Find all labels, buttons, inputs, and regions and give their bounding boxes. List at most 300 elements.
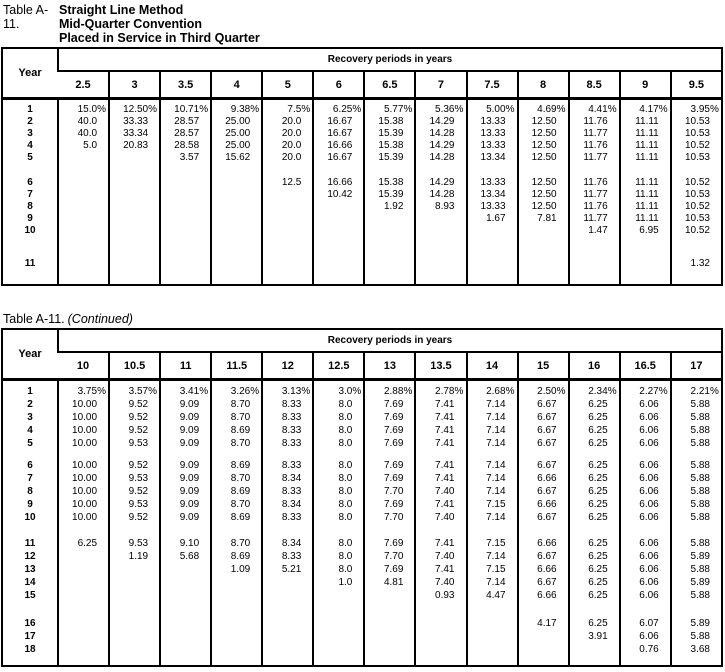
value-cell bbox=[313, 152, 364, 164]
period-column-header: 8 bbox=[518, 71, 569, 99]
value-cell-inner bbox=[468, 498, 517, 511]
percent-sign: % bbox=[403, 104, 413, 115]
value-cell bbox=[262, 472, 313, 485]
value-cell bbox=[109, 459, 160, 472]
value-cell-inner bbox=[570, 104, 619, 116]
table-row bbox=[2, 104, 722, 116]
value-cell-inner bbox=[621, 576, 670, 589]
percent-sign bbox=[506, 116, 513, 128]
value-number: 9.10 bbox=[179, 538, 200, 549]
percent-sign bbox=[710, 201, 717, 213]
percent-sign bbox=[608, 630, 615, 643]
value-number: 6.66 bbox=[537, 590, 557, 601]
percent-sign bbox=[506, 437, 513, 450]
spacer-cell bbox=[518, 602, 569, 617]
value-cell-inner bbox=[161, 550, 210, 563]
spacer-cell bbox=[364, 656, 415, 666]
percent-sign bbox=[710, 589, 717, 602]
value-cell-inner bbox=[161, 411, 210, 424]
value-cell bbox=[364, 258, 415, 270]
value-cell bbox=[109, 550, 160, 563]
value-cell bbox=[569, 116, 620, 128]
value-cell bbox=[262, 630, 313, 643]
value-cell-inner bbox=[365, 116, 414, 128]
value-cell-inner bbox=[314, 424, 363, 437]
table1-title bbox=[59, 3, 260, 45]
value-cell bbox=[569, 576, 620, 589]
value-cell bbox=[467, 550, 518, 563]
value-cell bbox=[415, 643, 466, 656]
percent-sign bbox=[455, 189, 462, 201]
value-cell bbox=[671, 424, 722, 437]
year-cell: 2 bbox=[27, 399, 33, 410]
value-cell bbox=[160, 459, 211, 472]
value-cell bbox=[211, 550, 262, 563]
value-cell-inner bbox=[570, 213, 619, 225]
percent-sign bbox=[199, 116, 206, 128]
percent-sign bbox=[506, 177, 513, 189]
value-cell bbox=[569, 225, 620, 237]
spacer-cell bbox=[415, 270, 466, 285]
value-cell-inner bbox=[672, 617, 721, 630]
spacer-cell bbox=[313, 270, 364, 285]
value-number: 3.41 bbox=[179, 386, 200, 397]
value-number: 3.75 bbox=[77, 386, 98, 397]
bottom-padding-row bbox=[2, 270, 722, 285]
value-number: 8.70 bbox=[230, 499, 251, 510]
value-cell-inner bbox=[161, 128, 210, 140]
value-cell-inner bbox=[314, 140, 363, 152]
value-cell-inner bbox=[570, 116, 619, 128]
value-cell bbox=[671, 177, 722, 189]
value-cell bbox=[671, 630, 722, 643]
value-cell-inner bbox=[468, 152, 517, 164]
value-cell bbox=[262, 589, 313, 602]
value-cell-inner bbox=[519, 128, 568, 140]
spacer-cell bbox=[109, 270, 160, 285]
value-cell-inner bbox=[263, 128, 312, 140]
percent-sign bbox=[352, 485, 359, 498]
percent-sign bbox=[608, 537, 615, 550]
percent-sign bbox=[148, 485, 155, 498]
value-cell bbox=[569, 411, 620, 424]
value-cell bbox=[620, 537, 671, 550]
header-row-periods bbox=[2, 352, 722, 380]
percent-sign: % bbox=[250, 104, 260, 115]
value-number: 15.62 bbox=[225, 152, 251, 163]
table-row bbox=[2, 643, 722, 656]
percent-sign bbox=[659, 576, 666, 589]
value-cell bbox=[671, 213, 722, 225]
value-cell bbox=[364, 576, 415, 589]
value-cell bbox=[415, 258, 466, 270]
value-cell-inner bbox=[416, 201, 465, 213]
value-cell-inner bbox=[416, 104, 465, 116]
value-cell-inner bbox=[314, 459, 363, 472]
percent-sign bbox=[506, 472, 513, 485]
value-cell bbox=[518, 128, 569, 140]
value-cell-inner bbox=[621, 104, 670, 116]
value-cell bbox=[211, 128, 262, 140]
period-column-header: 7 bbox=[415, 71, 466, 99]
value-number: 6.07 bbox=[639, 618, 659, 629]
value-cell bbox=[58, 424, 109, 437]
value-cell-inner bbox=[161, 385, 210, 398]
value-cell-inner bbox=[365, 511, 414, 524]
value-cell bbox=[415, 424, 466, 437]
value-cell bbox=[313, 617, 364, 630]
percent-sign bbox=[506, 398, 513, 411]
value-cell bbox=[160, 498, 211, 511]
value-cell bbox=[109, 472, 160, 485]
value-cell bbox=[671, 411, 722, 424]
percent-sign bbox=[403, 537, 410, 550]
value-cell bbox=[58, 128, 109, 140]
value-cell-inner bbox=[263, 424, 312, 437]
value-number: 10.00 bbox=[72, 486, 98, 497]
value-number: 6.06 bbox=[639, 512, 659, 523]
spacer-cell bbox=[569, 237, 620, 258]
value-cell-inner bbox=[672, 459, 721, 472]
value-number: 4.69 bbox=[537, 104, 557, 115]
value-cell-inner bbox=[519, 498, 568, 511]
value-cell-inner bbox=[59, 537, 108, 550]
value-number: 5.88 bbox=[690, 399, 710, 410]
value-number: 14.29 bbox=[429, 177, 455, 188]
percent-sign bbox=[97, 411, 104, 424]
spacer-cell bbox=[2, 270, 58, 285]
value-cell bbox=[211, 177, 262, 189]
value-cell-inner bbox=[263, 472, 312, 485]
value-cell bbox=[364, 630, 415, 643]
value-number: 7.69 bbox=[383, 538, 404, 549]
value-cell-inner bbox=[212, 437, 261, 450]
value-number: 6.25 bbox=[588, 499, 608, 510]
percent-sign bbox=[557, 128, 564, 140]
spacer-cell bbox=[2, 524, 58, 537]
percent-sign bbox=[250, 550, 257, 563]
value-number: 1.67 bbox=[486, 213, 506, 224]
year-cell: 10 bbox=[24, 512, 36, 523]
spacer-cell bbox=[620, 656, 671, 666]
value-number: 8.0 bbox=[338, 438, 353, 449]
year-cell: 7 bbox=[27, 189, 33, 200]
value-cell-inner bbox=[672, 550, 721, 563]
value-cell bbox=[467, 511, 518, 524]
value-number: 6.67 bbox=[537, 551, 557, 562]
value-cell bbox=[160, 424, 211, 437]
value-number: 14.29 bbox=[429, 140, 455, 151]
value-cell-inner bbox=[621, 511, 670, 524]
value-cell-inner bbox=[365, 576, 414, 589]
percent-sign bbox=[455, 177, 462, 189]
value-cell bbox=[467, 128, 518, 140]
percent-sign bbox=[250, 424, 257, 437]
year-cell: 7 bbox=[27, 473, 33, 484]
value-cell bbox=[313, 485, 364, 498]
value-cell-inner bbox=[416, 563, 465, 576]
percent-sign: % bbox=[301, 386, 311, 397]
percent-sign bbox=[659, 411, 666, 424]
value-cell-inner bbox=[110, 116, 159, 128]
year-cell: 9 bbox=[27, 499, 33, 510]
spacer-cell bbox=[160, 237, 211, 258]
value-cell-inner bbox=[621, 152, 670, 164]
value-number: 6.06 bbox=[639, 473, 659, 484]
table2-caption bbox=[3, 312, 724, 326]
percent-sign bbox=[301, 511, 308, 524]
value-cell bbox=[211, 225, 262, 237]
value-cell bbox=[467, 201, 518, 213]
value-number: 11.11 bbox=[635, 177, 659, 188]
year-cell: 6 bbox=[27, 177, 33, 188]
value-cell bbox=[262, 563, 313, 576]
spacer-cell bbox=[569, 656, 620, 666]
value-number: 7.41 bbox=[435, 438, 455, 449]
value-cell-inner bbox=[161, 140, 210, 152]
value-number: 6.06 bbox=[639, 631, 659, 642]
table-header bbox=[2, 329, 722, 380]
period-column-header: 15 bbox=[518, 352, 569, 380]
value-cell bbox=[109, 424, 160, 437]
year-cell: 17 bbox=[24, 631, 36, 642]
value-cell bbox=[569, 630, 620, 643]
value-cell bbox=[569, 589, 620, 602]
value-number: 7.14 bbox=[486, 551, 506, 562]
percent-sign bbox=[506, 459, 513, 472]
spacer-cell bbox=[364, 524, 415, 537]
value-cell-inner bbox=[365, 189, 414, 201]
value-cell bbox=[671, 385, 722, 398]
value-cell-inner bbox=[212, 424, 261, 437]
value-number: 16.67 bbox=[327, 128, 353, 139]
year-cell: 4 bbox=[27, 140, 33, 151]
year-cell: 8 bbox=[27, 486, 33, 497]
value-cell-inner bbox=[570, 630, 619, 643]
percent-sign: % bbox=[658, 386, 668, 397]
value-number: 5.88 bbox=[690, 590, 710, 601]
percent-sign: % bbox=[352, 104, 362, 115]
value-cell-inner bbox=[314, 498, 363, 511]
period-column-header: 16 bbox=[569, 352, 620, 380]
value-cell bbox=[58, 140, 109, 152]
value-cell bbox=[569, 498, 620, 511]
value-cell-inner bbox=[672, 152, 721, 164]
percent-sign bbox=[659, 550, 666, 563]
value-cell bbox=[569, 472, 620, 485]
value-number: 5.36 bbox=[435, 104, 455, 115]
value-cell bbox=[160, 104, 211, 116]
value-cell bbox=[211, 104, 262, 116]
value-cell-inner bbox=[110, 140, 159, 152]
percent-sign bbox=[710, 424, 717, 437]
value-number: 20.0 bbox=[281, 116, 302, 127]
percent-sign bbox=[199, 472, 206, 485]
value-cell-inner bbox=[468, 424, 517, 437]
percent-sign: % bbox=[148, 386, 158, 397]
percent-sign bbox=[250, 459, 257, 472]
value-cell bbox=[569, 537, 620, 550]
value-cell bbox=[211, 116, 262, 128]
percent-sign bbox=[352, 140, 359, 152]
value-number: 2.68 bbox=[486, 386, 506, 397]
period-column-header: 13.5 bbox=[415, 352, 466, 380]
value-cell bbox=[160, 140, 211, 152]
value-cell-inner bbox=[314, 385, 363, 398]
percent-sign bbox=[301, 128, 308, 140]
value-cell bbox=[313, 140, 364, 152]
spacer-cell bbox=[211, 270, 262, 285]
value-cell bbox=[313, 537, 364, 550]
spacer-cell bbox=[109, 164, 160, 177]
value-cell-inner bbox=[110, 550, 159, 563]
percent-sign bbox=[608, 511, 615, 524]
value-number: 9.09 bbox=[179, 460, 200, 471]
value-cell-inner bbox=[570, 140, 619, 152]
table-row bbox=[2, 550, 722, 563]
value-cell-inner bbox=[468, 140, 517, 152]
percent-sign bbox=[608, 617, 615, 630]
recovery-periods-header: Recovery periods in years bbox=[58, 329, 722, 352]
value-cell-inner bbox=[263, 140, 312, 152]
spacer-cell bbox=[160, 524, 211, 537]
value-number: 8.34 bbox=[281, 538, 302, 549]
table1-label: Table A-11. bbox=[3, 3, 49, 31]
value-number: 6.25 bbox=[588, 564, 608, 575]
value-number: 10.42 bbox=[327, 189, 353, 200]
value-cell bbox=[518, 398, 569, 411]
value-cell-inner bbox=[110, 459, 159, 472]
value-number: 10.71 bbox=[174, 104, 200, 115]
spacer-cell bbox=[620, 237, 671, 258]
value-cell-inner bbox=[59, 424, 108, 437]
value-cell bbox=[467, 617, 518, 630]
value-number: 4.47 bbox=[486, 590, 506, 601]
value-number: 10.00 bbox=[72, 438, 98, 449]
value-cell bbox=[620, 104, 671, 116]
percent-sign bbox=[403, 511, 410, 524]
value-cell-inner bbox=[161, 511, 210, 524]
value-cell bbox=[467, 472, 518, 485]
value-number: 8.0 bbox=[338, 412, 353, 423]
value-cell bbox=[467, 459, 518, 472]
value-cell bbox=[364, 511, 415, 524]
value-cell bbox=[518, 385, 569, 398]
value-cell bbox=[160, 643, 211, 656]
value-number: 5.88 bbox=[690, 512, 710, 523]
spacer-cell bbox=[518, 524, 569, 537]
value-cell bbox=[364, 589, 415, 602]
percent-sign bbox=[301, 177, 308, 189]
value-cell bbox=[262, 424, 313, 437]
year-cell: 8 bbox=[27, 201, 33, 212]
percent-sign bbox=[710, 225, 717, 237]
value-number: 11.76 bbox=[583, 177, 608, 188]
value-cell bbox=[109, 213, 160, 225]
value-number: 8.34 bbox=[281, 499, 302, 510]
percent-sign bbox=[557, 485, 564, 498]
value-cell-inner bbox=[519, 459, 568, 472]
value-number: 10.52 bbox=[684, 140, 710, 151]
value-cell-inner bbox=[59, 498, 108, 511]
value-cell-inner bbox=[468, 189, 517, 201]
value-cell bbox=[262, 459, 313, 472]
percent-sign bbox=[455, 472, 462, 485]
value-cell bbox=[569, 152, 620, 164]
percent-sign bbox=[557, 424, 564, 437]
spacer-cell bbox=[313, 450, 364, 459]
table-row bbox=[2, 472, 722, 485]
value-cell-inner bbox=[621, 398, 670, 411]
value-cell bbox=[467, 643, 518, 656]
value-cell-inner bbox=[416, 589, 465, 602]
value-cell-inner bbox=[672, 258, 721, 270]
table-row bbox=[2, 437, 722, 450]
value-cell bbox=[262, 213, 313, 225]
value-number: 7.14 bbox=[486, 425, 506, 436]
value-cell-inner bbox=[570, 385, 619, 398]
value-number: 2.27 bbox=[639, 386, 659, 397]
value-number: 11.11 bbox=[635, 140, 659, 151]
value-number: 6.25 bbox=[588, 577, 608, 588]
value-cell bbox=[364, 537, 415, 550]
percent-sign bbox=[250, 472, 257, 485]
value-cell bbox=[109, 511, 160, 524]
value-number: 15.39 bbox=[378, 128, 404, 139]
value-number: 25.00 bbox=[225, 116, 251, 127]
value-cell bbox=[262, 537, 313, 550]
year-cell: 10 bbox=[24, 225, 36, 236]
value-cell bbox=[518, 201, 569, 213]
value-cell bbox=[671, 459, 722, 472]
spacer-cell bbox=[415, 656, 466, 666]
value-number: 7.41 bbox=[435, 460, 455, 471]
percent-sign: % bbox=[556, 386, 566, 397]
value-cell-inner bbox=[621, 643, 670, 656]
percent-sign bbox=[506, 589, 513, 602]
spacer-cell bbox=[364, 164, 415, 177]
percent-sign bbox=[659, 225, 666, 237]
value-number: 12.50 bbox=[531, 189, 557, 200]
value-number: 28.58 bbox=[174, 140, 200, 151]
percent-sign bbox=[403, 437, 410, 450]
percent-sign bbox=[352, 411, 359, 424]
year-cell: 12 bbox=[24, 551, 36, 562]
value-cell bbox=[620, 177, 671, 189]
percent-sign bbox=[455, 437, 462, 450]
value-cell bbox=[518, 424, 569, 437]
value-cell bbox=[160, 617, 211, 630]
percent-sign bbox=[710, 116, 717, 128]
percent-sign bbox=[250, 411, 257, 424]
spacer-cell bbox=[569, 524, 620, 537]
group-gap-row bbox=[2, 524, 722, 537]
value-number: 20.83 bbox=[123, 140, 149, 151]
value-number: 6.06 bbox=[639, 551, 659, 562]
value-cell-inner bbox=[672, 437, 721, 450]
value-cell bbox=[415, 537, 466, 550]
value-cell-inner bbox=[519, 576, 568, 589]
percent-sign bbox=[659, 128, 666, 140]
value-cell bbox=[671, 485, 722, 498]
spacer-cell bbox=[415, 164, 466, 177]
value-number: 8.0 bbox=[338, 460, 353, 471]
value-cell bbox=[620, 563, 671, 576]
percent-sign bbox=[97, 398, 104, 411]
value-number: 13.33 bbox=[480, 177, 506, 188]
spacer-cell bbox=[671, 237, 722, 258]
percent-sign bbox=[659, 116, 666, 128]
